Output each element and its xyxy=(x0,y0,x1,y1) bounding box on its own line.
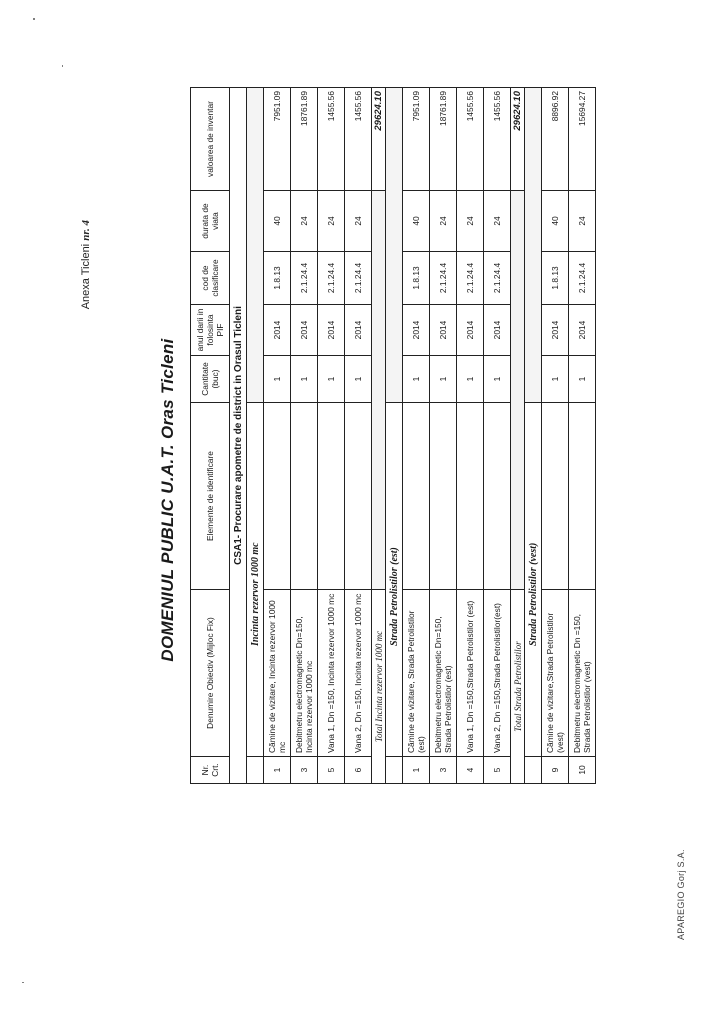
row-an-pif: 2014 xyxy=(264,305,291,356)
row-an-pif: 2014 xyxy=(484,305,511,356)
document-title: DOMENIUL PUBLIC U.A.T. Oras Ticleni xyxy=(158,338,177,662)
row-an-pif: 2014 xyxy=(291,305,318,356)
row-valoare: 1455.56 xyxy=(457,88,484,191)
row-elemente xyxy=(542,403,569,590)
table-row xyxy=(318,88,345,784)
table-row xyxy=(569,88,596,784)
row-durata: 24 xyxy=(318,191,345,252)
row-durata: 40 xyxy=(403,191,430,252)
row-number: 5 xyxy=(318,757,345,784)
row-denumire: Vana 2, Dn =150, Incinta rezervor 1000 mc xyxy=(345,590,372,757)
row-denumire: Cămine de vizitare,Strada Petrolistilor (vest) xyxy=(542,590,569,757)
row-cod: 1.8.13 xyxy=(264,252,291,305)
row-valoare: 18761.89 xyxy=(430,88,457,191)
row-denumire: Cămine de vizitare, Incinta rezervor 1000 mc xyxy=(264,590,291,757)
row-cod: 1.8.13 xyxy=(542,252,569,305)
row-valoare: 7951.09 xyxy=(264,88,291,191)
row-an-pif: 2014 xyxy=(318,305,345,356)
row-elemente xyxy=(345,403,372,590)
row-denumire: Vana 2, Dn =150,Strada Petrolistilor(est) xyxy=(484,590,511,757)
row-an-pif: 2014 xyxy=(345,305,372,356)
row-an-pif: 2014 xyxy=(430,305,457,356)
section-title: Strada Petrolistilor (est) xyxy=(386,403,403,757)
row-cod: 2.1.24.4 xyxy=(457,252,484,305)
row-number: 3 xyxy=(430,757,457,784)
row-denumire: Cămine de vizitare, Strada Petrolistilor (est) xyxy=(403,590,430,757)
col-cod-clasificare-header: cod de clasificare xyxy=(191,252,230,305)
row-elemente xyxy=(291,403,318,590)
row-cantitate: 1 xyxy=(457,356,484,403)
table-row xyxy=(291,88,318,784)
row-cod: 2.1.24.4 xyxy=(430,252,457,305)
section-title: Strada Petrolistilor (vest) xyxy=(525,403,542,757)
row-cod: 1.8.13 xyxy=(403,252,430,305)
row-valoare: 1455.56 xyxy=(484,88,511,191)
row-elemente xyxy=(318,403,345,590)
annex-number: nr. 4 xyxy=(80,220,92,241)
row-denumire: Debitmetru electromagnetic Dn =150, Strada Petrolistilor (vest) xyxy=(569,590,596,757)
row-an-pif: 2014 xyxy=(403,305,430,356)
section-total-row xyxy=(372,88,386,784)
row-valoare: 1455.56 xyxy=(318,88,345,191)
row-valoare: 1455.56 xyxy=(345,88,372,191)
table-row xyxy=(430,88,457,784)
table-body xyxy=(230,88,596,784)
table-row xyxy=(457,88,484,784)
row-cantitate: 1 xyxy=(318,356,345,403)
row-durata: 24 xyxy=(430,191,457,252)
row-cod: 2.1.24.4 xyxy=(484,252,511,305)
csa-title: CSA1- Procurare apometre de district in Orasul Ticleni xyxy=(230,88,247,784)
row-an-pif: 2014 xyxy=(457,305,484,356)
row-cantitate: 1 xyxy=(291,356,318,403)
row-cod: 2.1.24.4 xyxy=(318,252,345,305)
col-cantitate-header: Cantitate (buc) xyxy=(191,356,230,403)
row-number: 10 xyxy=(569,757,596,784)
row-valoare: 7951.09 xyxy=(403,88,430,191)
row-denumire: Debitmetru electromagnetic Dn=150, Incinta rezervor 1000 mc xyxy=(291,590,318,757)
section-header-row xyxy=(247,88,264,784)
row-cantitate: 1 xyxy=(542,356,569,403)
row-durata: 24 xyxy=(484,191,511,252)
section-empty-cell xyxy=(525,757,542,784)
row-valoare: 15694.27 xyxy=(569,88,596,191)
section-total-value: 29624.10 xyxy=(372,88,386,191)
table-row xyxy=(264,88,291,784)
section-total-filler xyxy=(372,191,386,590)
col-elemente-header: Elemente de identificare xyxy=(191,403,230,590)
row-cod: 2.1.24.4 xyxy=(569,252,596,305)
row-denumire: Debitmetru electromagnetic Dn=150, Strada Petrolistilor (est) xyxy=(430,590,457,757)
col-durata-header: durata de viata xyxy=(191,191,230,252)
section-empty-cell xyxy=(247,757,264,784)
row-elemente xyxy=(457,403,484,590)
col-valoare-header: valoarea de inventar xyxy=(191,88,230,191)
row-valoare: 8896.92 xyxy=(542,88,569,191)
row-cantitate: 1 xyxy=(484,356,511,403)
row-cod: 2.1.24.4 xyxy=(291,252,318,305)
inventory-table xyxy=(190,87,596,784)
annex-label xyxy=(80,220,92,309)
section-header-row xyxy=(386,88,403,784)
section-total-label: Total Strada Petrolistilor xyxy=(511,590,525,784)
row-cantitate: 1 xyxy=(345,356,372,403)
section-header-row xyxy=(525,88,542,784)
row-number: 1 xyxy=(403,757,430,784)
row-durata: 40 xyxy=(542,191,569,252)
row-valoare: 18761.89 xyxy=(291,88,318,191)
table-row xyxy=(403,88,430,784)
row-elemente xyxy=(264,403,291,590)
section-filler-cell xyxy=(386,88,403,403)
section-filler-cell xyxy=(525,88,542,403)
section-empty-cell xyxy=(386,757,403,784)
row-number: 3 xyxy=(291,757,318,784)
table-row xyxy=(345,88,372,784)
section-total-filler xyxy=(511,191,525,590)
row-denumire: Vana 1, Dn =150, Incinta rezervor 1000 mc xyxy=(318,590,345,757)
company-footer: APAREGIO Gorj S.A. xyxy=(676,849,686,940)
section-total-value: 29624.10 xyxy=(511,88,525,191)
row-durata: 40 xyxy=(264,191,291,252)
table-header-row xyxy=(191,88,230,784)
row-an-pif: 2014 xyxy=(569,305,596,356)
row-number: 1 xyxy=(264,757,291,784)
col-an-pif-header: anul darii in folosinta PIF xyxy=(191,305,230,356)
csa-title-row xyxy=(230,88,247,784)
row-number: 6 xyxy=(345,757,372,784)
table-row xyxy=(484,88,511,784)
row-cod: 2.1.24.4 xyxy=(345,252,372,305)
row-elemente xyxy=(430,403,457,590)
annex-text: Anexa Ticleni xyxy=(80,243,92,310)
row-number: 5 xyxy=(484,757,511,784)
row-denumire: Vana 1, Dn =150,Strada Petrolistilor (est) xyxy=(457,590,484,757)
section-title: Incinta rezervor 1000 mc xyxy=(247,403,264,757)
row-elemente xyxy=(403,403,430,590)
row-cantitate: 1 xyxy=(569,356,596,403)
row-durata: 24 xyxy=(291,191,318,252)
col-nr-crt-header: Nr. Crt. xyxy=(191,757,230,784)
row-cantitate: 1 xyxy=(264,356,291,403)
row-durata: 24 xyxy=(569,191,596,252)
row-number: 9 xyxy=(542,757,569,784)
row-cantitate: 1 xyxy=(403,356,430,403)
row-durata: 24 xyxy=(345,191,372,252)
section-total-label: Total Incinta rezervor 1000 mc xyxy=(372,590,386,784)
section-total-row xyxy=(511,88,525,784)
row-cantitate: 1 xyxy=(430,356,457,403)
row-elemente xyxy=(484,403,511,590)
section-filler-cell xyxy=(247,88,264,403)
row-an-pif: 2014 xyxy=(542,305,569,356)
row-durata: 24 xyxy=(457,191,484,252)
table-row xyxy=(542,88,569,784)
col-denumire-header: Denumire Obiectiv (Mijloc Fix) xyxy=(191,590,230,757)
row-number: 4 xyxy=(457,757,484,784)
row-elemente xyxy=(569,403,596,590)
